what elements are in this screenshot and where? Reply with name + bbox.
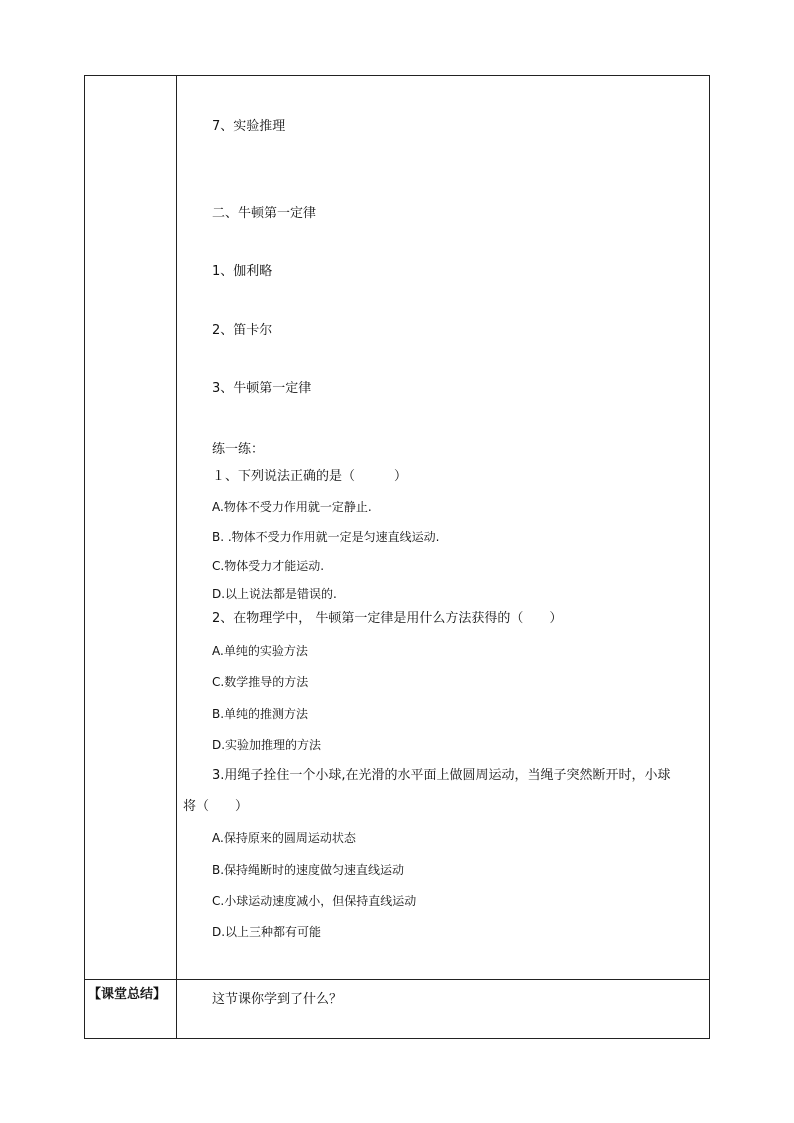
question-3-option-b: B.保持绳断时的速度做匀速直线运动 <box>212 863 405 877</box>
question-2-option-b: B.单纯的推测方法 <box>212 707 309 721</box>
question-1-option-c: C.物体受力才能运动. <box>212 559 325 573</box>
question-2-stem: 2、在物理学中， 牛顿第一定律是用什么方法获得的（ ） <box>212 611 563 626</box>
question-2-option-c: C.数学推导的方法 <box>212 675 309 689</box>
summary-label: 【课堂总结】 <box>88 987 167 1002</box>
table-column-divider <box>176 75 177 1039</box>
question-3-stem-line-2: 将（ ） <box>183 799 249 814</box>
question-1-option-d: D.以上说法都是错误的. <box>212 587 337 601</box>
section-newton-first-law-heading: 二、牛顿第一定律 <box>212 206 317 221</box>
section-galileo: 1、伽利略 <box>212 264 273 279</box>
question-1-option-a: A.物体不受力作用就一定静止. <box>212 500 372 514</box>
question-3-stem-line-1: 3.用绳子拴住一个小球,在光滑的水平面上做圆周运动，当绳子突然断开时，小球 <box>212 768 671 783</box>
section-newton-first-law: 3、牛顿第一定律 <box>212 381 312 396</box>
summary-question: 这节课你学到了什么？ <box>212 992 343 1007</box>
question-3-option-d: D.以上三种都有可能 <box>212 925 322 939</box>
table-bottom-border <box>84 1038 710 1039</box>
question-2-option-d: D.实验加推理的方法 <box>212 738 322 752</box>
table-top-border <box>84 75 710 76</box>
question-2-option-a: A.单纯的实验方法 <box>212 644 308 658</box>
table-right-border <box>709 75 710 1039</box>
question-1-stem: １、下列说法正确的是（ ） <box>212 469 408 484</box>
lesson-table <box>84 75 710 1039</box>
section-descartes: 2、笛卡尔 <box>212 323 273 338</box>
section-experiment-reasoning: 7、实验推理 <box>212 119 286 134</box>
question-3-option-c: C.小球运动速度减小，但保持直线运动 <box>212 894 417 908</box>
question-3-option-a: A.保持原来的圆周运动状态 <box>212 831 356 845</box>
table-row-divider <box>84 979 710 980</box>
question-1-option-b: B. .物体不受力作用就一定是匀速直线运动. <box>212 530 440 544</box>
table-left-border <box>84 75 85 1039</box>
practice-heading: 练一练： <box>212 442 265 457</box>
